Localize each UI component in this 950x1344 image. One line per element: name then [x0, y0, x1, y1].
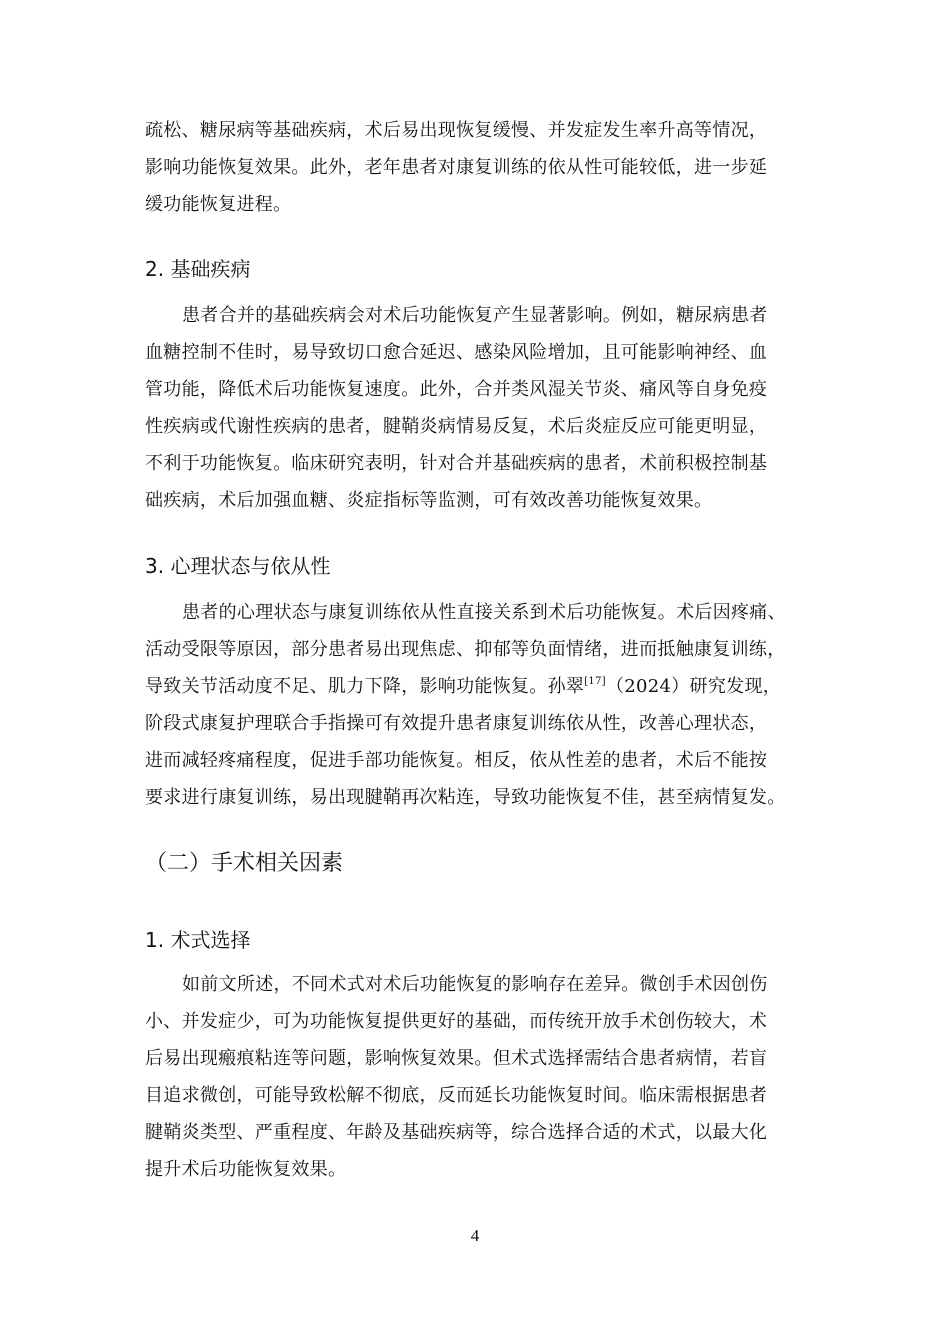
text-line: 如前文所述，不同术式对术后功能恢复的影响存在差异。微创手术因创伤 [182, 974, 768, 995]
text-line: 后易出现瘢痕粘连等问题，影响恢复效果。但术式选择需结合患者病情，若盲 [145, 1048, 768, 1069]
text-fragment: 导致关节活动度不足、肌力下降，影响功能恢复。孙翠 [145, 676, 585, 697]
section-heading-psychology: 3. 心理状态与依从性 [145, 554, 331, 578]
section-heading-basic-disease: 2. 基础疾病 [145, 257, 251, 281]
citation-marker: [17] [584, 676, 606, 687]
text-line: 目追求微创，可能导致松解不彻底，反而延长功能恢复时间。临床需根据患者 [145, 1085, 768, 1106]
text-line: 提升术后功能恢复效果。 [145, 1159, 347, 1180]
page-number: 4 [470, 1226, 480, 1245]
text-line: 础疾病，术后加强血糖、炎症指标等监测，可有效改善功能恢复效果。 [145, 490, 713, 511]
text-line: 阶段式康复护理联合手指操可有效提升患者康复训练依从性，改善心理状态， [145, 713, 768, 734]
text-line [145, 668, 810, 705]
text-line: 影响功能恢复效果。此外，老年患者对康复训练的依从性可能较低，进一步延 [145, 157, 768, 178]
text-line: 缓功能恢复进程。 [145, 194, 292, 215]
text-fragment: （2024）研究发现， [605, 676, 782, 697]
text-line: 患者合并的基础疾病会对术后功能恢复产生显著影响。例如，糖尿病患者 [182, 305, 768, 326]
text-line: 小、并发症少，可为功能恢复提供更好的基础，而传统开放手术创伤较大，术 [145, 1011, 768, 1032]
text-line: 性疾病或代谢性疾病的患者，腱鞘炎病情易反复，术后炎症反应可能更明显， [145, 416, 768, 437]
text-line: 进而减轻疼痛程度，促进手部功能恢复。相反，依从性差的患者，术后不能按 [145, 750, 768, 771]
text-line: 管功能，降低术后功能恢复速度。此外，合并类风湿关节炎、痛风等自身免疫 [145, 379, 768, 400]
paragraph-surgery-choice [145, 966, 810, 1188]
intro-paragraph [145, 112, 810, 223]
part-heading-surgery-factors: （二）手术相关因素 [145, 851, 344, 876]
text-line: 不利于功能恢复。临床研究表明，针对合并基础疾病的患者，术前积极控制基 [145, 453, 768, 474]
text-line: 要求进行康复训练，易出现腱鞘再次粘连，导致功能恢复不佳，甚至病情复发。 [145, 787, 786, 808]
text-line: 腱鞘炎类型、严重程度、年龄及基础疾病等，综合选择合适的术式，以最大化 [145, 1122, 768, 1143]
text-line: 患者的心理状态与康复训练依从性直接关系到术后功能恢复。术后因疼痛、 [182, 602, 786, 623]
text-line: 活动受限等原因，部分患者易出现焦虑、抑郁等负面情绪，进而抵触康复训练， [145, 639, 786, 660]
paragraph-basic-disease [145, 297, 810, 519]
text-line: 疏松、糖尿病等基础疾病，术后易出现恢复缓慢、并发症发生率升高等情况， [145, 120, 768, 141]
text-line: 血糖控制不佳时，易导致切口愈合延迟、感染风险增加，且可能影响神经、血 [145, 342, 768, 363]
section-heading-surgery-choice: 1. 术式选择 [145, 928, 251, 952]
paragraph-psychology [145, 594, 810, 816]
